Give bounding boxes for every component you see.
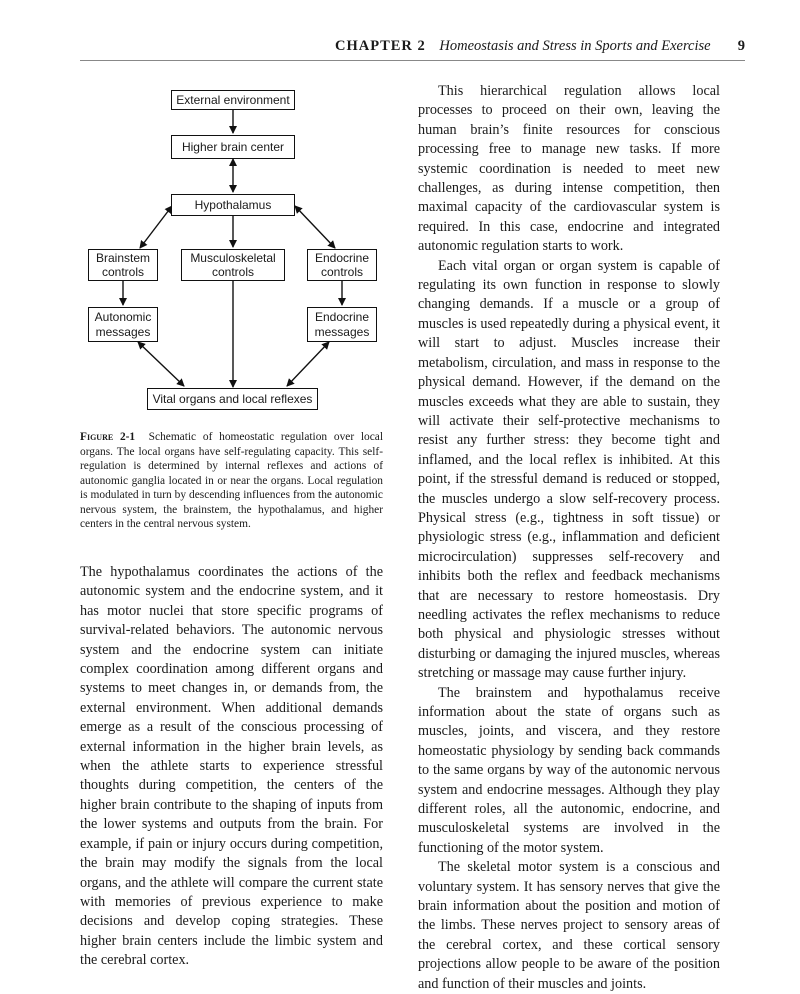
arrow-hypothalamus-brainstem bbox=[140, 206, 172, 248]
header-rule bbox=[80, 60, 745, 61]
musculoskeletal-controls-box: Musculoskeletal controls bbox=[181, 249, 285, 281]
paragraph: The skeletal motor system is a conscious and voluntary system. It has sensory nerves that give the brain information about the position and motion of the limbs. These nerves project to sensory areas of the cerebral cortex, and these cortical sensory projections allow people to be aware of the position and function of their muscles and joints. bbox=[418, 859, 720, 992]
running-header bbox=[335, 38, 745, 58]
paragraph: This hierarchical regulation allows local processes to proceed on their own, leaving the human brain’s finite resources for conscious processing free to manage new tasks. If more systemic coordination is needed to meet new challenges, as during intense competition, then maximal capacity of the cardiovascular system is required. In this case, endocrine and integrated autonomic regulation starts to work. bbox=[418, 83, 720, 255]
page-number: 9 bbox=[737, 38, 745, 54]
endocrine-controls-box: Endocrine controls bbox=[307, 249, 377, 281]
chapter-title: Homeostasis and Stress in Sports and Exercise bbox=[439, 38, 711, 54]
homeostasis-diagram bbox=[80, 80, 400, 420]
higher-brain-center-box: Higher brain center bbox=[171, 135, 295, 159]
chapter-label: CHAPTER 2 bbox=[335, 38, 426, 54]
figure-caption bbox=[80, 430, 383, 532]
caption-text: Schematic of homeostatic regulation over local organs. The local organs have self-regulating capacity. This self-regulation is determined by internal reflexes and actions of autonomic ganglia located in or near the organs. Local regulation is modulated in turn by descending influences from the autonomic nervous system, the brainstem, the hypothalamus, and higher centers in the central nervous system. bbox=[80, 431, 384, 530]
endocrine-messages-box: Endocrine messages bbox=[307, 307, 377, 342]
paragraph: The hypothalamus coordinates the actions of the autonomic system and the endocrine system, and it has motor nuclei that store specific programs of survival-related behaviors. The autonomic nervous system and the endocrine system can initiate complex coordination among different organs and systems to meet changes in, or demands from, the external environment. When additional demands emerge as a result of the conscious processing of external information in the higher brain levels, as when the athlete starts to experience stressful thoughts during competition, the centers of the higher brain contribute to the shaping of inputs from the lower systems and outputs from the brain. For example, if pain or injury occurs during competition, the brain may modify the signals from the local organs, and the athlete will compare the current state with memories of previous experience to make decisions and develop coping strategies. These higher brain centers include the limbic system and the cerebral cortex. bbox=[80, 564, 383, 969]
arrow-hypothalamus-endocrine bbox=[295, 206, 335, 248]
hypothalamus-box: Hypothalamus bbox=[171, 194, 295, 216]
brainstem-controls-box: Brainstem controls bbox=[88, 249, 158, 281]
arrow-endocrine-vital bbox=[287, 342, 329, 386]
external-environment-box: External environment bbox=[171, 90, 295, 110]
left-column bbox=[80, 563, 383, 971]
figure-label: Figure 2-1 bbox=[80, 431, 136, 443]
autonomic-messages-box: Autonomic messages bbox=[88, 307, 158, 342]
right-column bbox=[418, 82, 720, 994]
paragraph: Each vital organ or organ system is capable of regulating its own function in response to slowly changing demands. If a muscle or a group of muscles is used repeatedly during a physical event, it will start to adjust. Muscles increase their metabolism, circulation, and mass in response to the physical demand. However, if the demand on the muscles exceeds what they are able to sustain, they will activate their self-protective mechanisms to resist any further stress: they become tight and inflamed, and the local reflex is inhibited. At this point, if the stressful demand is reduced or stopped, the muscles undergo a slow self-recovery process. Physical stress (e.g., tightness in soft tissue) or physiologic stress (e.g., inflammation and deficient microcirculation) suppresses self-recovery and inhibits both the reflex and feedback mechanisms that are necessary to restore homeostasis. Dry needling activates the reflex mechanisms to reduce both physical and physiologic stresses without disturbing or damaging the injured muscles, whereas stretching or massage may cause further injury. bbox=[418, 257, 720, 682]
arrow-autonomic-vital bbox=[138, 342, 184, 386]
paragraph: The brainstem and hypothalamus receive information about the state of organs such as muscles, joints, and viscera, and they restore homeostatic physiology by sending back commands to the same organs by way of the autonomic nervous system and endocrine messages. Although they play different roles, all the autonomic, endocrine, and musculoskeletal systems are involved in the functioning of the motor system. bbox=[418, 684, 720, 856]
vital-organs-box: Vital organs and local reflexes bbox=[147, 388, 318, 410]
